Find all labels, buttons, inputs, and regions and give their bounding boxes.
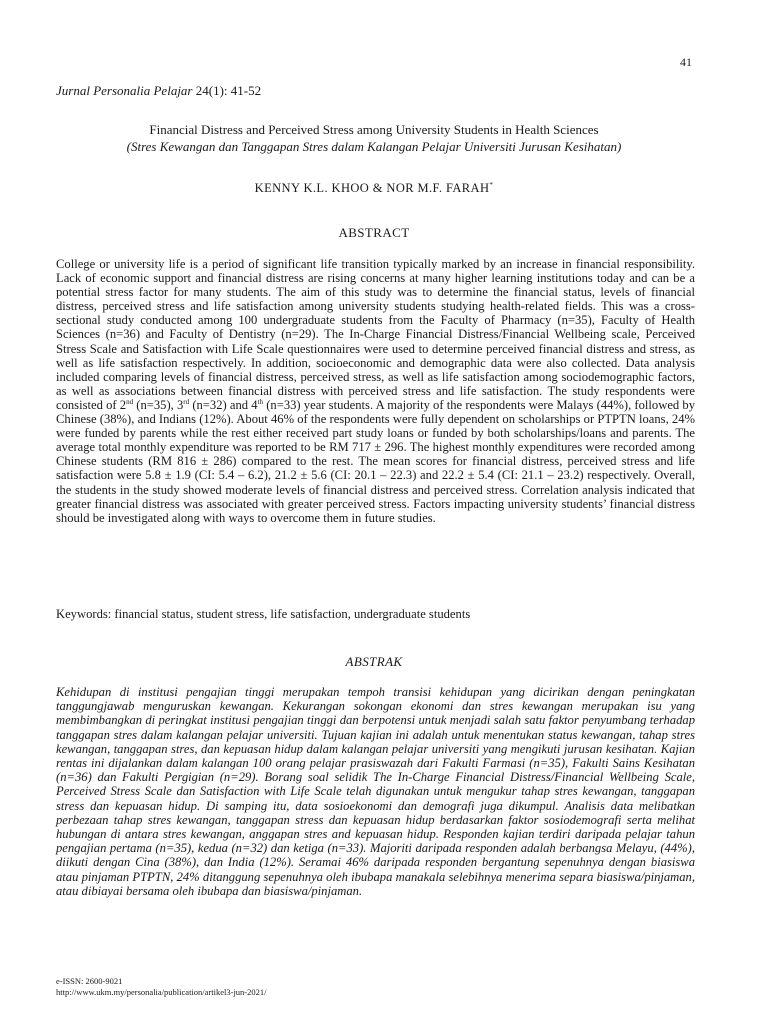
corresponding-author-mark: *	[489, 181, 494, 189]
abstract-heading: ABSTRACT	[338, 225, 410, 240]
abstrak-heading: ABSTRAK	[345, 654, 403, 669]
abstract-text-part2: (n=35), 3	[133, 397, 184, 412]
keywords: Keywords: financial status, student stress, life satisfaction, undergraduate students	[56, 607, 471, 621]
author-line	[56, 181, 692, 196]
paper-title-malay: (Stres Kewangan dan Tanggapan Stres dalam Kalangan Pelajar Universiti Jurusan Kesihatan)	[126, 139, 622, 154]
journal-name: Jurnal Personalia Pelajar	[56, 83, 193, 98]
abstract-text-part1: College or university life is a period of significant life transition typically marked by an increase in financial responsibility. Lack of economic support and financial distress are rising concerns at many higher learning institutions today and can be a potential stress factor for many students. The aim of this study was to determine the financial status, levels of financial distress, perceived stress and life satisfaction among university students studying health-related fields. This was a cross-sectional study conducted among 100 undergraduate students from the Faculty of Pharmacy (n=35), Faculty of Health Sciences (n=36) and Faculty of Dentistry (n=29). The In-Charge Financial Distress/Financial Wellbeing scale, Perceived Stress Scale and Satisfaction with Life Scale questionnaires were used to determine perceived financial distress and stress, as well as life satisfaction respectively. In addition, socioeconomic and demographic data were also collected. Data analysis included comparing levels of financial distress, perceived stress, as well as life satisfaction among sociodemographic factors, as well as associations between financial distress with perceived stress and life satisfaction. The study respondents were consisted of 2	[56, 257, 695, 412]
page-number: 41	[680, 55, 692, 69]
abstract-body	[56, 257, 695, 525]
ordinal-nd: nd	[126, 397, 134, 406]
title-block	[56, 121, 692, 155]
article-url[interactable]: http://www.ukm.my/personalia/publication/artikel3-jun-2021/	[56, 987, 267, 997]
abstract-text-part4: (n=33) year students. A majority of the respondents were Malays (44%), followed by Chinese (38%), and Indians (12%). About 46% of the respondents were fully dependent on scholarships or PTPTN loans, 24% were funded by parents while the rest either received part study loans or funded by both scholarships/loans and parents. The average total monthly expenditure was reported to be RM 717 ± 296. The highest monthly expenditures were recorded among Chinese students (RM 816 ± 286) compared to the rest. The mean scores for financial distress, perceived stress and life satisfaction were 5.8 ± 1.9 (CI: 5.4 – 6.2), 21.2 ± 5.6 (CI: 20.1 – 22.3) and 22.2 ± 5.4 (CI: 21.1 – 23.2) respectively. Overall, the students in the study showed moderate levels of financial distress and perceived stress. Correlation analysis indicated that greater financial distress was associated with greater perceived stress. Factors impacting university students’ financial distress should be investigated along with ways to overcome them in future studies.	[56, 397, 695, 525]
abstract-text-part3: (n=32) and 4	[189, 397, 258, 412]
journal-reference	[56, 83, 261, 99]
issn: e-ISSN: 2600-9021	[56, 976, 123, 986]
author-names: KENNY K.L. KHOO & NOR M.F. FARAH	[254, 181, 490, 196]
ordinal-th: th	[257, 397, 264, 406]
ordinal-rd: rd	[183, 397, 190, 406]
journal-volume: 24(1): 41-52	[195, 83, 262, 98]
abstrak-body: Kehidupan di institusi pengajian tinggi merupakan tempoh transisi kehidupan yang dicirikan dengan peningkatan tanggungjawab menguruskan kewangan. Kekurangan sokongan ekonomi dan stres kewangan merupakan isu yang membimbangkan di peringkat institusi pengajian tinggi dan berpotensi untuk menjadi salah satu faktor penyumbang terhadap tanggapan stres dalam kalangan pelajar universiti. Tujuan kajian ini adalah untuk menentukan status kewangan, tahap stres kewangan, tanggapan stres, dan kepuasan hidup dalam kalangan pelajar universiti yang mengikuti jurusan kesihatan. Kajian rentas ini dijalankan dalam kalangan 100 orang pelajar prasiswazah dari Fakulti Farmasi (n=35), Fakulti Sains Kesihatan (n=36) dan Fakulti Pergigian (n=29). Borang soal selidik The In-Charge Financial Distress/Financial Wellbeing Scale, Perceived Stress Scale dan Satisfaction with Life Scale telah digunakan untuk mengukur tahap stres kewangan, tanggapan stress dan kepuasan hidup. Di samping itu, data sosioekonomi dan demografi juga dikumpul. Analisis data melibatkan perbezaan tahap stres kewangan, tanggapan stress dan kepuasan hidup berdasarkan faktor sosiodemografi serta melihat hubungan di antara stres kewangan, anggapan stres and kepuasan hidup. Responden kajian terdiri daripada pelajar tahun pengajian pertama (n=35), kedua (n=32) dan ketiga (n=33). Majoriti daripada responden adalah berbangsa Melayu, (44%), diikuti dengan Cina (38%), dan India (12%). Seramai 46% daripada responden bergantung sepenuhnya dengan biasiswa atau pinjaman PTPTN, 24% ditanggung sepenuhnya oleh ibubapa manakala selebihnya menerima separa biasiswa/pinjaman, atau dibiayai bersama oleh ibubapa dan biasiswa/pinjaman.	[56, 685, 695, 898]
page-footer	[56, 976, 267, 998]
paper-title-english: Financial Distress and Perceived Stress among University Students in Health Sciences	[149, 122, 599, 137]
